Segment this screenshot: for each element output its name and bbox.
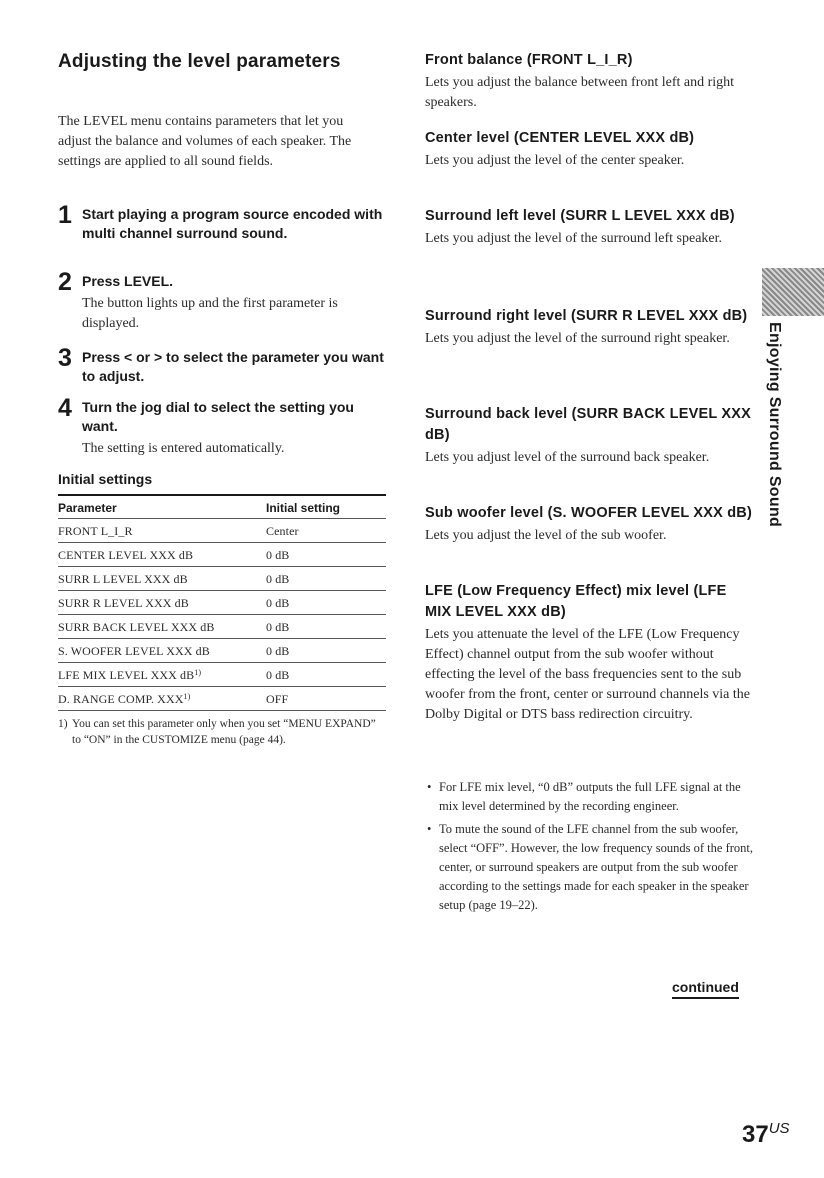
setting-cell: 0 dB <box>266 615 386 639</box>
step-title: Press < or > to select the parameter you want to adjust. <box>82 349 384 384</box>
list-item: • For LFE mix level, “0 dB” outputs the full LFE signal at the mix level determined by the recording engineer. <box>425 778 755 816</box>
step-number: 4 <box>58 394 72 422</box>
table-row <box>58 687 386 711</box>
step-3 <box>58 344 388 386</box>
step-2 <box>58 268 388 334</box>
param-description: Lets you adjust the level of the center speaker. <box>425 153 685 168</box>
step-number: 1 <box>58 201 72 229</box>
section-title: Adjusting the level parameters <box>58 51 341 72</box>
parameter-cell: FRONT L_I_R <box>58 519 266 543</box>
setting-cell: 0 dB <box>266 663 386 687</box>
footnote-marker: 1) <box>194 667 202 677</box>
page-number-suffix: US <box>768 1120 790 1137</box>
side-tab-label: Enjoying Surround Sound <box>766 322 783 528</box>
side-tab-marker <box>762 268 824 316</box>
param-description: Lets you adjust the level of the sub woofer. <box>425 528 667 543</box>
initial-settings-table <box>58 494 386 711</box>
param-heading: Front balance (FRONT L_I_R) <box>425 52 633 68</box>
step-number: 3 <box>58 344 72 372</box>
table-header-row <box>58 495 386 519</box>
column-header-initial-setting: Initial setting <box>266 495 386 519</box>
param-front-balance <box>425 50 755 113</box>
list-item: • To mute the sound of the LFE channel from the sub woofer, select “OFF”. However, the low frequency sounds of the front, center, or surround speakers are output from the sub woofer according to the settings made for each speaker in the speaker setup (page 19–22). <box>425 820 755 915</box>
table-row <box>58 663 386 687</box>
step-4 <box>58 394 388 459</box>
step-text: The button lights up and the first parameter is displayed. <box>82 296 338 331</box>
table-row <box>58 519 386 543</box>
step-title: Turn the jog dial to select the setting you want. <box>82 399 354 434</box>
step-title: Start playing a program source encoded with multi channel surround sound. <box>82 206 383 241</box>
footnote <box>58 716 388 748</box>
parameter-cell: CENTER LEVEL XXX dB <box>58 543 266 567</box>
param-surround-back-level <box>425 404 755 468</box>
param-heading: Surround back level (SURR BACK LEVEL XXX dB) <box>425 406 751 443</box>
param-surround-left-level <box>425 206 755 249</box>
parameter-cell: S. WOOFER LEVEL XXX dB <box>58 639 266 663</box>
footnote-marker: 1) <box>183 691 191 701</box>
parameter-cell: LFE MIX LEVEL XXX $dB^{1)}$ <box>58 663 266 687</box>
param-surround-right-level <box>425 306 755 349</box>
param-heading: LFE (Low Frequency Effect) mix level (LFE MIX LEVEL XXX dB) <box>425 583 727 620</box>
setting-cell: 0 dB <box>266 591 386 615</box>
param-heading: Center level (CENTER LEVEL XXX dB) <box>425 130 695 146</box>
param-lfe-mix-level <box>425 581 755 725</box>
setting-cell: OFF <box>266 687 386 711</box>
table-row <box>58 591 386 615</box>
setting-cell: Center <box>266 519 386 543</box>
step-1 <box>58 201 388 243</box>
footnote-text: You can set this parameter only when you set “MENU EXPAND” to “ON” in the CUSTOMIZE menu (page 44). <box>72 718 376 746</box>
step-title: Press LEVEL. <box>82 273 174 289</box>
param-description: Lets you adjust the level of the surround right speaker. <box>425 331 730 346</box>
setting-cell: 0 dB <box>266 639 386 663</box>
table-row <box>58 639 386 663</box>
parameter-cell: SURR BACK LEVEL XXX dB <box>58 615 266 639</box>
setting-cell: 0 dB <box>266 567 386 591</box>
step-number: 2 <box>58 268 72 296</box>
param-center-level <box>425 128 755 171</box>
table-row <box>58 543 386 567</box>
page-number <box>742 1120 790 1149</box>
table-row <box>58 615 386 639</box>
table-row <box>58 567 386 591</box>
param-sub-woofer-level <box>425 503 755 546</box>
param-description: Lets you adjust the level of the surround left speaker. <box>425 231 723 246</box>
param-heading: Surround left level (SURR L LEVEL XXX dB) <box>425 208 735 224</box>
footnote-number: 1) <box>58 718 68 730</box>
parameter-cell: SURR L LEVEL XXX dB <box>58 567 266 591</box>
param-description: Lets you attenuate the level of the LFE (Low Frequency Effect) channel output from the sub woofer without effecting the level of the bass frequencies sent to the sub woofer from the front, center or surround channels via the Dolby Digital or DTS bass redirection circuitry. <box>425 627 750 722</box>
intro-paragraph: The LEVEL menu contains parameters that let you adjust the balance and volumes of each speaker. The settings are applied to all sound fields. <box>58 114 352 169</box>
param-heading: Sub woofer level (S. WOOFER LEVEL XXX dB) <box>425 505 752 521</box>
lfe-notes-list <box>425 778 755 919</box>
step-text: The setting is entered automatically. <box>82 441 285 456</box>
page-number-value: 37 <box>742 1121 769 1148</box>
column-header-parameter: Parameter <box>58 495 266 519</box>
param-description: Lets you adjust the balance between front left and right speakers. <box>425 75 735 110</box>
parameter-cell: SURR R LEVEL XXX dB <box>58 591 266 615</box>
param-description: Lets you adjust level of the surround back speaker. <box>425 450 710 465</box>
continued-label: continued <box>672 978 739 999</box>
initial-settings-heading: Initial settings <box>58 471 153 487</box>
param-heading: Surround right level (SURR R LEVEL XXX dB) <box>425 308 748 324</box>
parameter-cell: D. RANGE COMP. XXX$^{1)}$ <box>58 687 266 711</box>
setting-cell: 0 dB <box>266 543 386 567</box>
